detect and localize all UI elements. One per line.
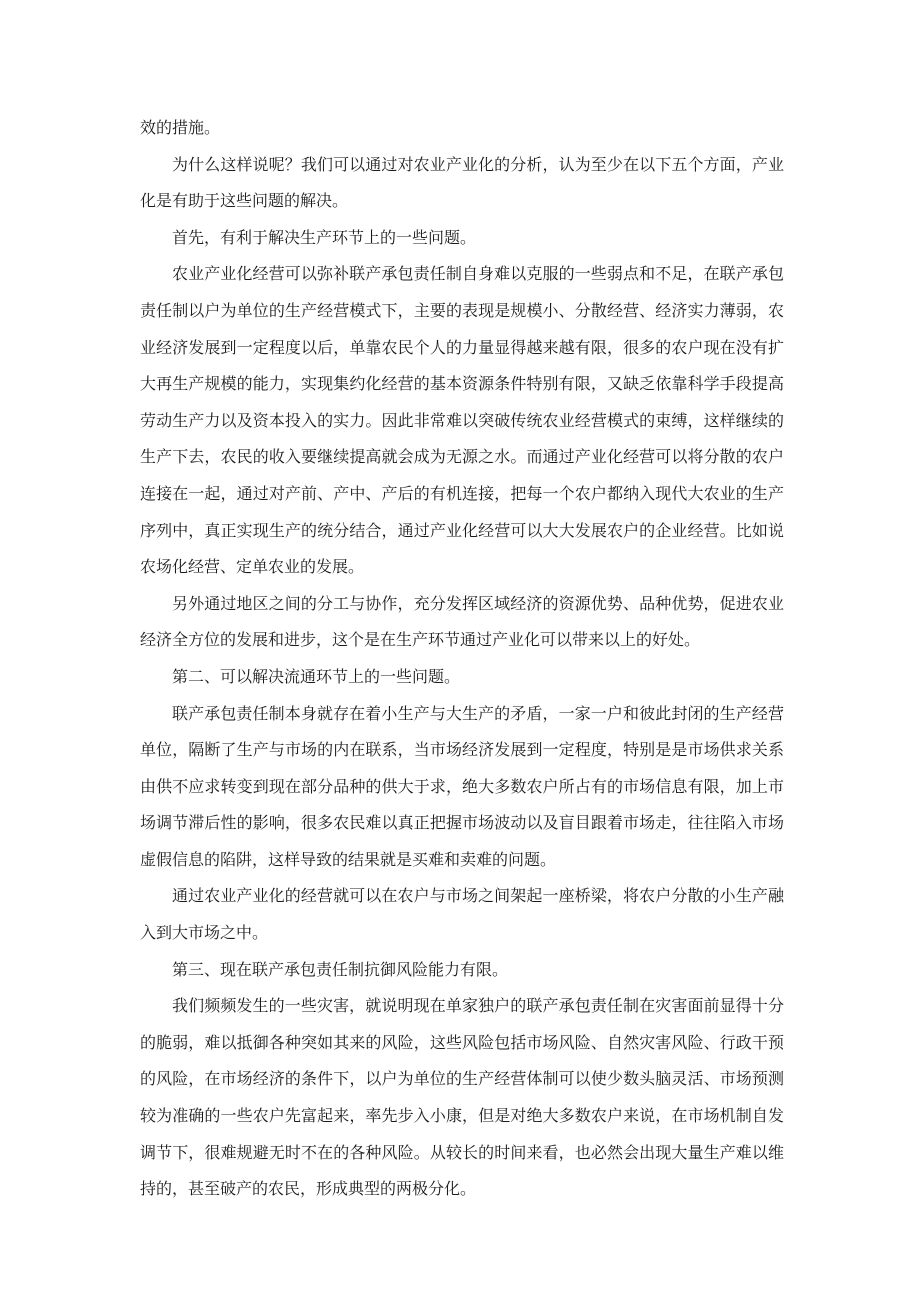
paragraph-point-3-body: 我们频频发生的一些灾害，就说明现在单家独户的联产承包责任制在灾害面前显得十分的脆弱，难以抵御各种突如其来的风险，这些风险包括市场风险、自然灾害风险、行政干预的风险，在市场经济的条件下，以户为单位的生产经营体制可以使少数头脑灵活、市场预测较为准确的一些农户先富起来，率先步入小康，但是对绝大多数农户来说，在市场机制自发调节下，很难规避无时不在的各种风险。从较长的时间来看，也必然会出现大量生产难以维持的，甚至破产的农民，形成典型的两极分化。: [140, 996, 784, 1199]
paragraph-point-1-heading: 首先，有利于解决生产环节上的一些问题。: [172, 227, 477, 247]
paragraph-point-1-body: 农业产业化经营可以弥补联产承包责任制自身难以克服的一些弱点和不足，在联产承包责任制以户为单位的生产经营模式下，主要的表现是规模小、分散经营、经济实力薄弱，农业经济发展到一定程度以后，单靠农民个人的力量显得越来越有限，很多的农户现在没有扩大再生产规模的能力，实现集约化经营的基本资源条件特别有限，又缺乏依靠科学手段提高劳动生产力以及资本投入的实力。因此非常难以突破传统农业经营模式的束缚，这样继续的生产下去，农民的收入要继续提高就会成为无源之水。而通过产业化经营可以将分散的农户连接在一起，通过对产前、产中、产后的有机连接，把每一个农户都纳入现代大农业的生产序列中，真正实现生产的统分结合，通过产业化经营可以大大发展农户的企业经营。比如说农场化经营、定单农业的发展。: [140, 264, 784, 577]
paragraph-point-1-extra: 另外通过地区之间的分工与协作，充分发挥区域经济的资源优势、品种优势，促进农业经济全方位的发展和进步，这个是在生产环节通过产业化可以带来以上的好处。: [140, 593, 784, 650]
paragraph-point-3-heading: 第三、现在联产承包责任制抗御风险能力有限。: [172, 959, 509, 979]
paragraph-point-2-heading: 第二、可以解决流通环节上的一些问题。: [172, 666, 461, 686]
paragraph-point-2-body: 联产承包责任制本身就存在着小生产与大生产的矛盾，一家一户和彼此封闭的生产经营单位，隔断了生产与市场的内在联系，当市场经济发展到一定程度，特别是是市场供求关系由供不应求转变到现在部分品种的供大于求，绝大多数农户所占有的市场信息有限，加上市场调节滞后性的影响，很多农民难以真正把握市场波动以及盲目跟着市场走，往往陷入市场虚假信息的陷阱，这样导致的结果就是买难和卖难的问题。: [140, 703, 784, 869]
paragraph-intro: 为什么这样说呢？我们可以通过对农业产业化的分析，认为至少在以下五个方面，产业化是有助于这些问题的解决。: [140, 154, 784, 211]
paragraph-point-2-extra: 通过农业产业化的经营就可以在农户与市场之间架起一座桥梁，将农户分散的小生产融入到大市场之中。: [140, 886, 784, 943]
document-body: [140, 110, 784, 1208]
paragraph-continuation: 效的措施。: [140, 118, 221, 137]
